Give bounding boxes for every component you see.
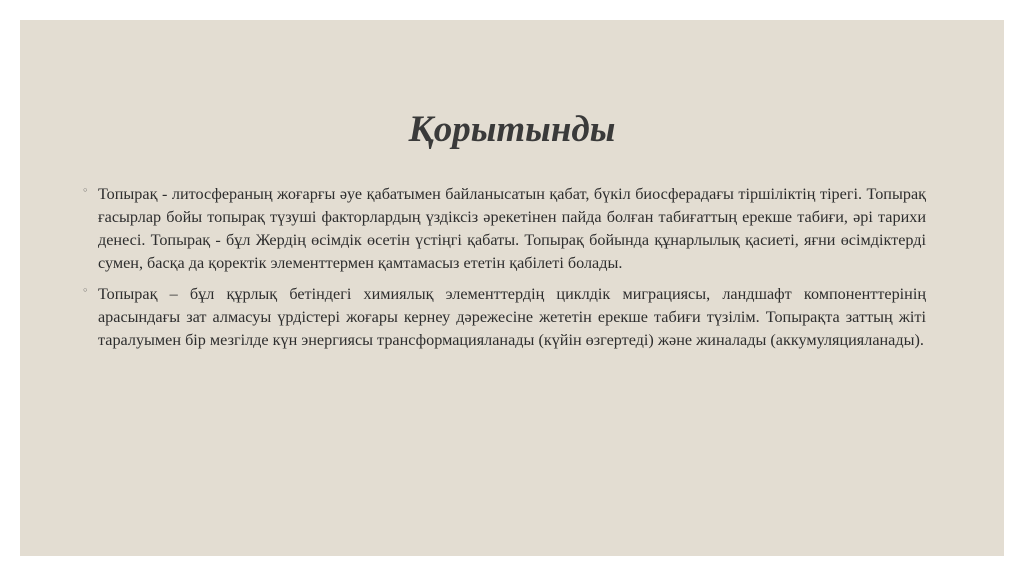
bullet-marker-icon: ◦: [82, 184, 89, 197]
list-item: [82, 283, 926, 352]
bullet-list: [82, 183, 926, 360]
bullet-text: Топырақ - литосфераның жоғарғы әуе қабатымен байланысатын қабат, бүкіл биосферадағы тіршіліктің тірегі. Топырақ ғасырлар бойы топырақ түзуші факторлардың үздіксіз әрекетінен пайда болған табиғаттың ерекше табиғи, әрі тарихи денесі. Топырақ - бұл Жердің өсімдік өсетін үстіңгі қабаты. Топырақ бойында құнарлылық қасиеті, яғни өсімдіктерді сумен, басқа да қоректік элементтермен қамтамасыз ететін қабілеті болады.: [98, 185, 926, 272]
bullet-marker-icon: ◦: [82, 284, 89, 297]
bullet-text: Топырақ – бұл құрлық бетіндегі химиялық элементтердің циклдік миграциясы, ландшафт компоненттерінің арасындағы зат алмасуы үрдістері жоғары кернеу дәрежесіне жететін ерекше табиғи түзілім. Топырақта заттың жіті таралуымен бір мезгілде күн энергиясы трансформацияланады (күйін өзгертеді) және жиналады (аккумуляцияланады).: [98, 285, 926, 349]
slide: [20, 20, 1004, 556]
list-item: [82, 183, 926, 275]
slide-title: Қорытынды: [408, 109, 616, 150]
